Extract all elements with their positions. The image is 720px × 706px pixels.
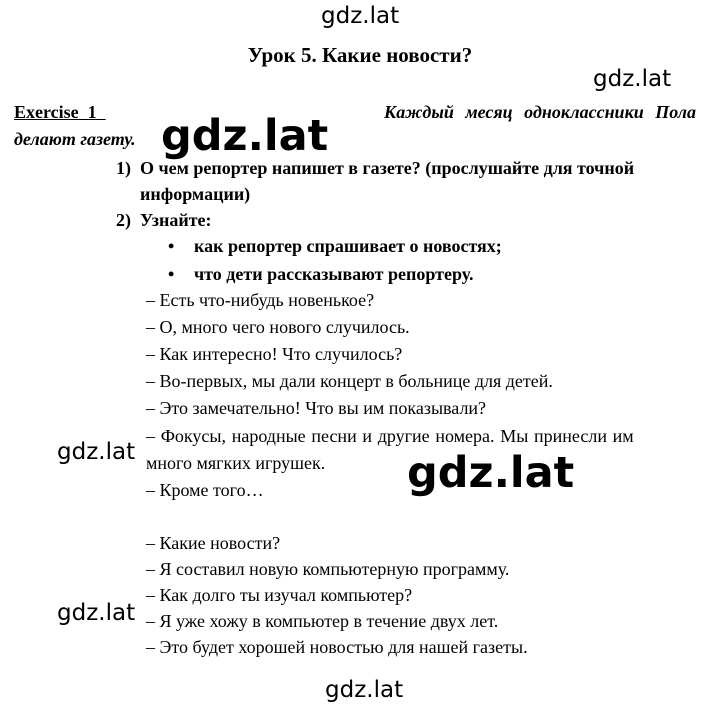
- watermark: gdz.lat: [321, 3, 400, 29]
- task-2: [116, 209, 416, 231]
- dialogue-line: – Я составил новую компьютерную программу.: [146, 559, 510, 579]
- dialogue-line: – Как долго ты изучал компьютер?: [146, 585, 413, 605]
- dialogue-line: – Это замечательно! Что вы им показывали?: [146, 398, 487, 418]
- watermark: gdz.lat: [161, 111, 329, 161]
- list-item-text: что дети рассказывают репортеру.: [194, 264, 474, 284]
- page-title: Урок 5. Какие новости?: [247, 43, 473, 67]
- dialogue-line: – Кроме того…: [146, 480, 264, 500]
- watermark: gdz.lat: [57, 439, 136, 465]
- dialogue-line: – Я уже хожу в компьютер в течение двух лет.: [146, 611, 499, 631]
- exercise-label: Exercise 1: [14, 102, 106, 122]
- watermark: gdz.lat: [593, 66, 672, 92]
- dialogue-line: – Это будет хорошей новостью для нашей газеты.: [146, 637, 528, 657]
- bullet-icon: •: [168, 264, 175, 284]
- dialogue-line: – Как интересно! Что случилось?: [146, 344, 403, 364]
- task-number: 1): [116, 158, 131, 178]
- watermark: gdz.lat: [407, 448, 575, 498]
- dialogue-line: много мягких игрушек.: [146, 453, 326, 473]
- dialogue-line: – Есть что-нибудь новенькое?: [146, 290, 375, 310]
- watermark: gdz.lat: [325, 677, 404, 703]
- dialogue-line: – Какие новости?: [146, 533, 281, 553]
- task-1: [116, 157, 706, 203]
- task-text-line-1: О чем репортер напишет в газете? (прослушайте для точной: [140, 158, 635, 178]
- list-item-text: как репортер спрашивает о новостях;: [194, 236, 502, 256]
- task-text-line-2: информации): [140, 184, 251, 204]
- dialogue-line: – Фокусы, народные песни и другие номера. Мы принесли им: [146, 426, 634, 446]
- watermark: gdz.lat: [57, 600, 136, 626]
- dialogue-line: – О, много чего нового случилось.: [146, 317, 410, 337]
- task-text-line-1: Узнайте:: [140, 210, 212, 230]
- dialogue-line: – Во-первых, мы дали концерт в больнице для детей.: [146, 371, 553, 391]
- task-number: 2): [116, 210, 131, 230]
- exercise-intro-line-1: Каждый месяц одноклассники Пола: [384, 102, 696, 122]
- exercise-intro-line-2: делают газету.: [14, 129, 136, 149]
- bullet-icon: •: [168, 236, 175, 256]
